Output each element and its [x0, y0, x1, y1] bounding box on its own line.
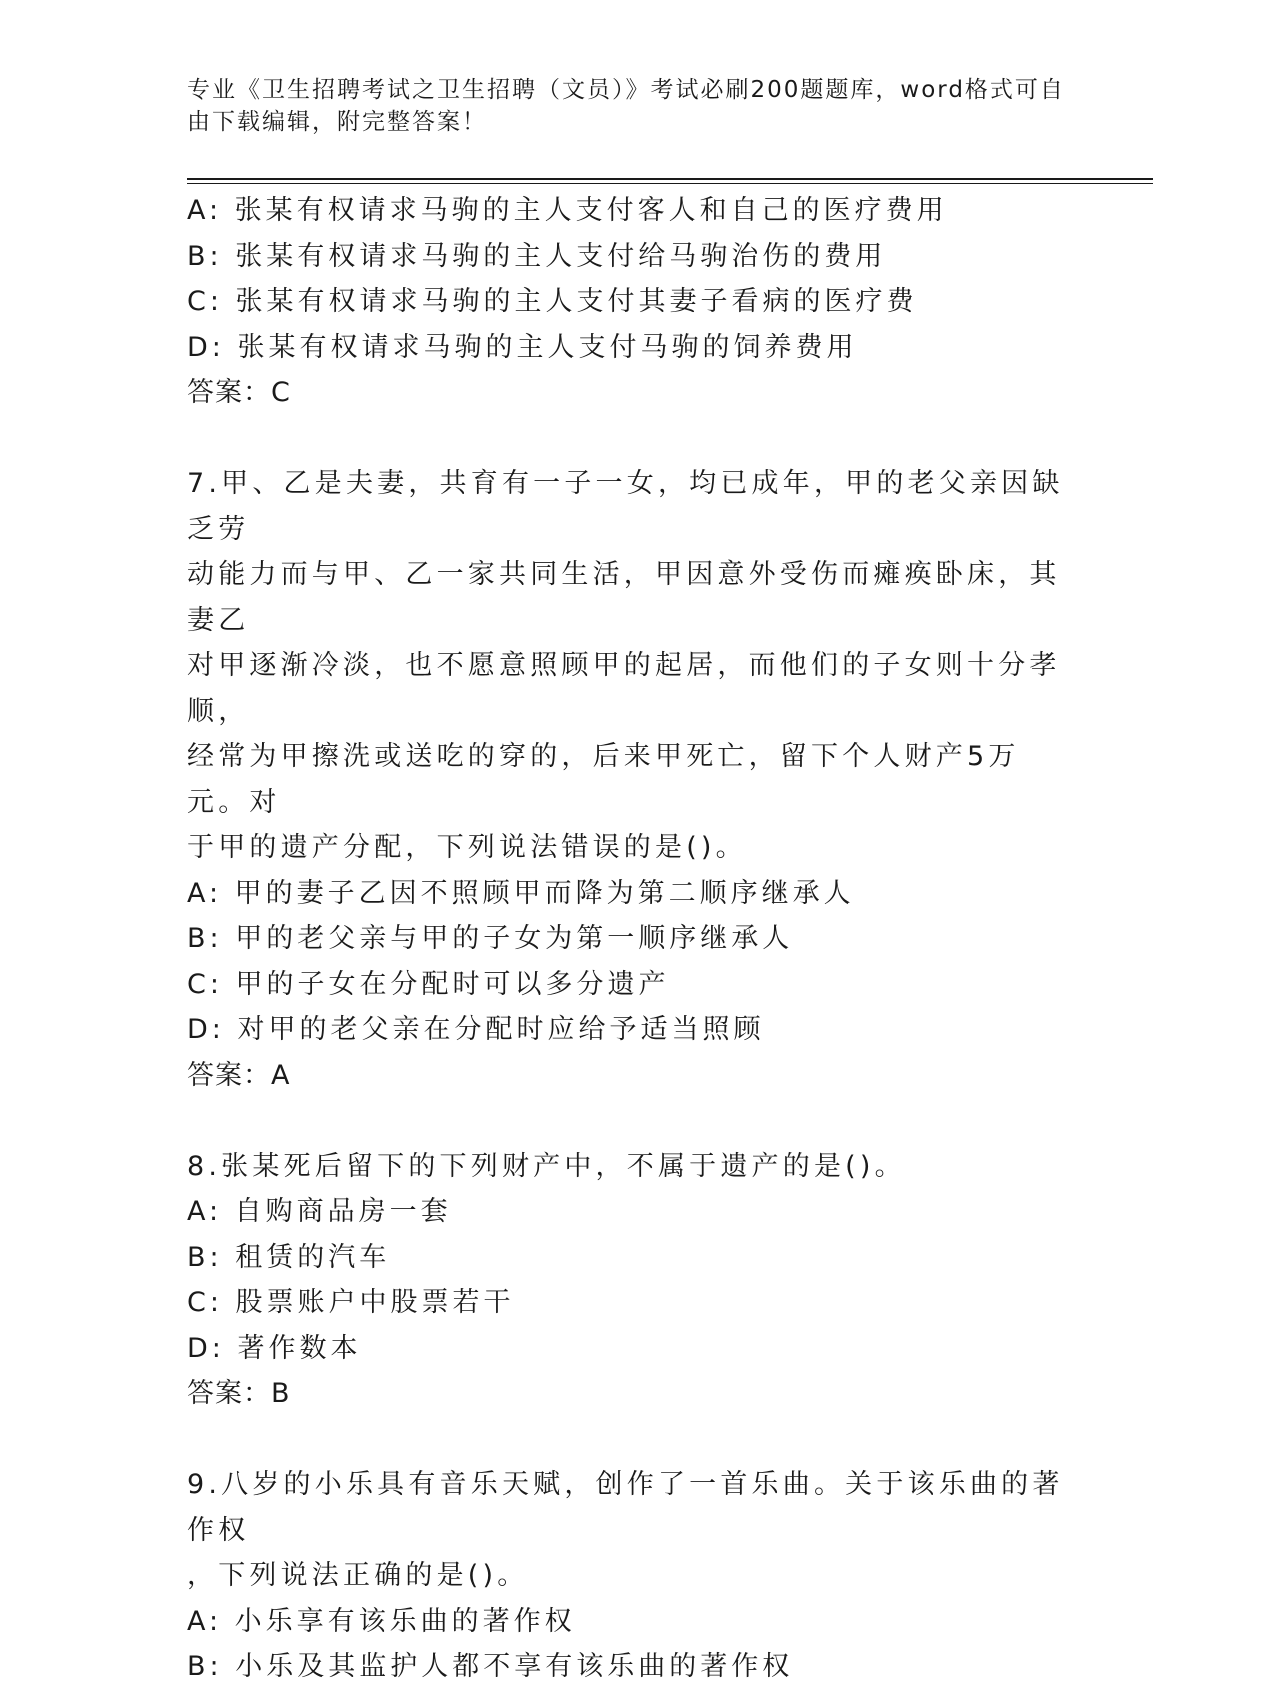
option-d: D: 张某有权请求马驹的主人支付马驹的饲养费用 [187, 331, 858, 363]
question-block [187, 1144, 1067, 1417]
option-a: A: 自购商品房一套 [187, 1196, 452, 1227]
option-a: A: 小乐享有该乐曲的著作权 [187, 1605, 576, 1637]
option-c: C: 甲的子女在分配时可以多分遗产 [187, 968, 670, 1000]
question-block [187, 1462, 1067, 1690]
question-spacer [187, 416, 1067, 462]
question-block [187, 461, 1067, 1098]
question-stem-line: 动能力而与甲、乙一家共同生活，甲因意外受伤而瘫痪卧床，其妻乙 [187, 559, 1061, 636]
answer-line: 答案：A [187, 1059, 291, 1091]
question-stem-line: 经常为甲擦洗或送吃的穿的，后来甲死亡，留下个人财产5万元。对 [187, 741, 1020, 818]
document-title: 专业《卫生招聘考试之卫生招聘（文员）》考试必刷200题题库，word格式可自由下载编辑，附完整答案！ [187, 77, 1065, 135]
option-a: A: 甲的妻子乙因不照顾甲而降为第二顺序继承人 [187, 877, 855, 909]
header-divider-thin [187, 183, 1153, 184]
question-spacer [187, 1098, 1067, 1144]
question-stem-line: 7.甲、乙是夫妻，共育有一子一女，均已成年，甲的老父亲因缺乏劳 [187, 468, 1064, 545]
option-b: B: 小乐及其监护人都不享有该乐曲的著作权 [187, 1651, 794, 1682]
option-a: A: 张某有权请求马驹的主人支付客人和自己的医疗费用 [187, 195, 948, 226]
question-block [187, 188, 1067, 416]
page-header [187, 74, 1067, 138]
answer-line: 答案：C [187, 377, 291, 408]
question-stem-line: 8.张某死后留下的下列财产中，不属于遗产的是()。 [187, 1150, 906, 1182]
answer-line: 答案：B [187, 1378, 291, 1409]
question-stem-line: 对甲逐渐冷淡，也不愿意照顾甲的起居，而他们的子女则十分孝顺， [187, 650, 1061, 727]
option-c: C: 张某有权请求马驹的主人支付其妻子看病的医疗费 [187, 286, 918, 317]
question-stem-line: ，下列说法正确的是()。 [187, 1560, 529, 1591]
option-b: B: 张某有权请求马驹的主人支付给马驹治伤的费用 [187, 240, 887, 272]
option-b: B: 租赁的汽车 [187, 1241, 391, 1273]
question-stem-line: 于甲的遗产分配，下列说法错误的是()。 [187, 832, 747, 863]
option-d: D: 对甲的老父亲在分配时应给予适当照顾 [187, 1014, 765, 1045]
question-list [187, 188, 1067, 1690]
question-spacer [187, 1417, 1067, 1463]
option-b: B: 甲的老父亲与甲的子女为第一顺序继承人 [187, 923, 794, 954]
question-stem-line: 9.八岁的小乐具有音乐天赋，创作了一首乐曲。关于该乐曲的著作权 [187, 1469, 1064, 1546]
option-d: D: 著作数本 [187, 1332, 362, 1364]
header-divider-thick [187, 178, 1153, 180]
option-c: C: 股票账户中股票若干 [187, 1287, 515, 1318]
